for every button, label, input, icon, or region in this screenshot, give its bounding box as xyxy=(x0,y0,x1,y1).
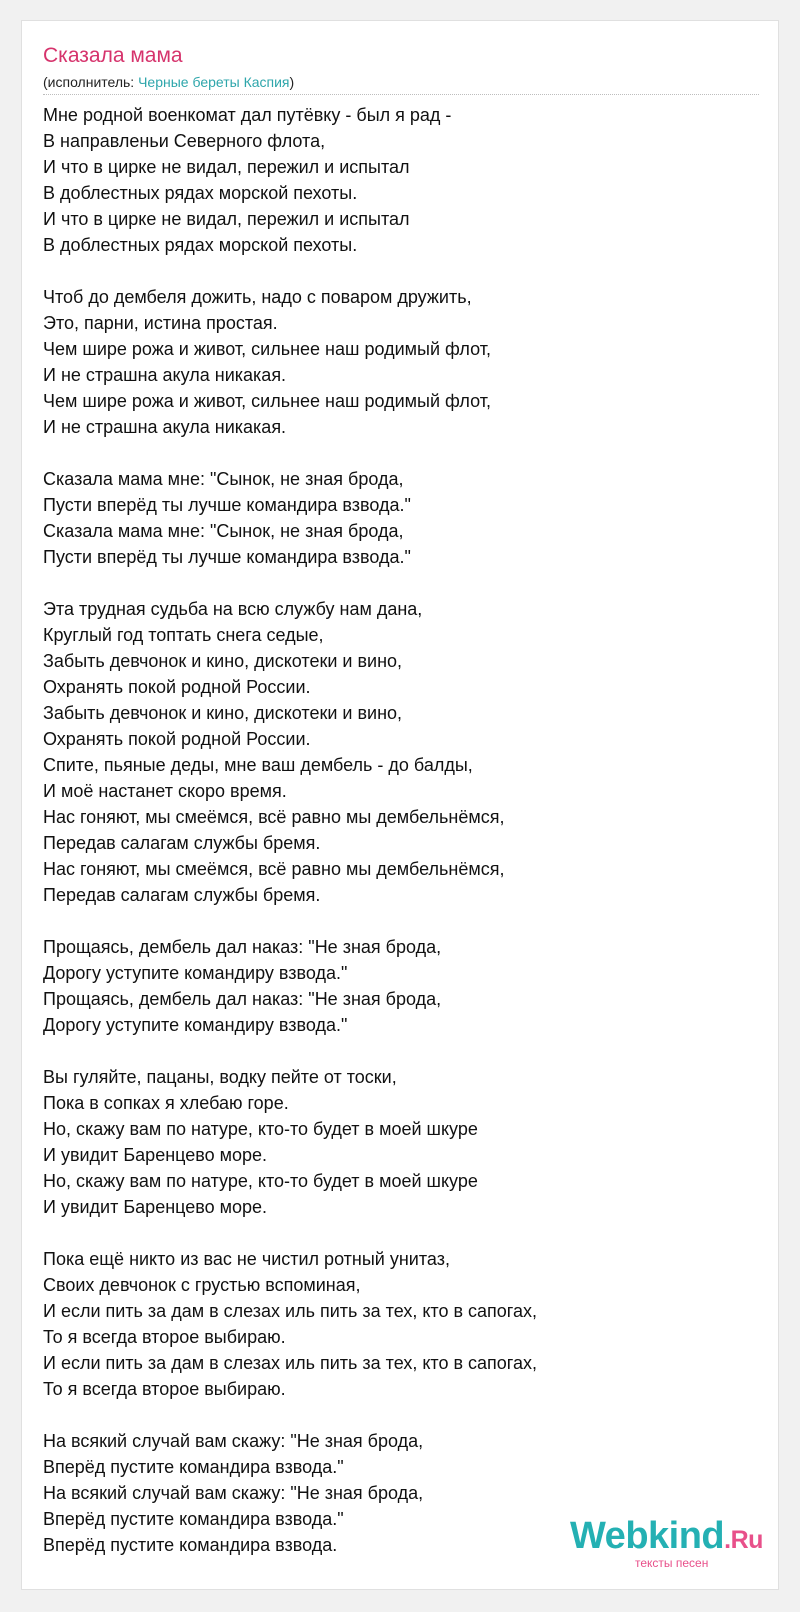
artist-suffix: ) xyxy=(289,74,295,90)
lyric-line: Прощаясь, дембель дал наказ: "Не зная брода, xyxy=(43,937,442,957)
lyric-line: Пусти вперёд ты лучше командира взвода." xyxy=(43,495,411,515)
lyric-line: И не страшна акула никакая. xyxy=(43,417,287,437)
lyric-line: Чем шире рожа и живот, сильнее наш родимый флот, xyxy=(43,339,491,359)
lyric-line: Забыть девчонок и кино, дискотеки и вино, xyxy=(43,651,403,671)
lyrics-stanza xyxy=(43,284,759,440)
lyric-line: Дорогу уступите командиру взвода." xyxy=(43,963,348,983)
lyric-line: И что в цирке не видал, пережил и испытал xyxy=(43,157,410,177)
lyrics-stanza xyxy=(43,466,759,570)
title-divider xyxy=(43,94,759,95)
lyric-line: Передав салагам службы бремя. xyxy=(43,885,321,905)
lyric-line: Забыть девчонок и кино, дискотеки и вино, xyxy=(43,703,403,723)
lyric-line: Пусти вперёд ты лучше командира взвода." xyxy=(43,547,411,567)
lyrics-stanza xyxy=(43,1246,759,1402)
lyric-line: Вперёд пустите командира взвода." xyxy=(43,1457,344,1477)
artist-link[interactable]: Черные береты Каспия xyxy=(138,74,290,90)
lyric-line: Нас гоняют, мы смеёмся, всё равно мы дембельнёмся, xyxy=(43,859,505,879)
lyric-line: И увидит Баренцево море. xyxy=(43,1197,268,1217)
lyric-line: Круглый год топтать снега седые, xyxy=(43,625,324,645)
artist-byline xyxy=(43,73,294,91)
lyric-line: Чем шире рожа и живот, сильнее наш родимый флот, xyxy=(43,391,491,411)
lyric-line: Сказала мама мне: "Сынок, не зная брода, xyxy=(43,521,404,541)
lyrics-stanza xyxy=(43,102,759,258)
lyric-line: Нас гоняют, мы смеёмся, всё равно мы дембельнёмся, xyxy=(43,807,505,827)
lyric-line: Вперёд пустите командира взвода." xyxy=(43,1509,344,1529)
lyric-line: В доблестных рядах морской пехоты. xyxy=(43,235,358,255)
lyric-line: Охранять покой родной России. xyxy=(43,729,311,749)
lyrics-stanza xyxy=(43,934,759,1038)
lyric-line: И увидит Баренцево море. xyxy=(43,1145,268,1165)
logo-wordmark xyxy=(570,1514,763,1562)
lyrics-stanza xyxy=(43,596,759,908)
song-title: Сказала мама xyxy=(43,44,183,67)
lyric-line: Охранять покой родной России. xyxy=(43,677,311,697)
lyric-line: Дорогу уступите командиру взвода." xyxy=(43,1015,348,1035)
lyric-line: Но, скажу вам по натуре, кто-то будет в моей шкуре xyxy=(43,1119,478,1139)
lyric-line: На всякий случай вам скажу: "Не зная брода, xyxy=(43,1483,424,1503)
lyric-line: Вы гуляйте, пацаны, водку пейте от тоски, xyxy=(43,1067,397,1087)
lyric-line: Но, скажу вам по натуре, кто-то будет в моей шкуре xyxy=(43,1171,478,1191)
lyric-line: Мне родной военкомат дал путёвку - был я рад - xyxy=(43,105,452,125)
lyric-line: Своих девчонок с грустью вспоминая, xyxy=(43,1275,361,1295)
webkind-logo[interactable] xyxy=(570,1514,763,1574)
lyric-line: Прощаясь, дембель дал наказ: "Не зная брода, xyxy=(43,989,442,1009)
lyric-line: И если пить за дам в слезах иль пить за тех, кто в сапогах, xyxy=(43,1301,537,1321)
logo-tagline: тексты песен xyxy=(635,1556,709,1570)
lyric-line: Это, парни, истина простая. xyxy=(43,313,278,333)
artist-prefix: (исполнитель: xyxy=(43,74,139,90)
lyric-line: В направленьи Северного флота, xyxy=(43,131,326,151)
lyric-line: Чтоб до дембеля дожить, надо с поваром дружить, xyxy=(43,287,472,307)
lyric-line: Сказала мама мне: "Сынок, не зная брода, xyxy=(43,469,404,489)
lyric-line: И не страшна акула никакая. xyxy=(43,365,287,385)
lyrics-card xyxy=(21,20,779,1590)
lyrics-stanza xyxy=(43,1064,759,1220)
lyric-line: В доблестных рядах морской пехоты. xyxy=(43,183,358,203)
lyric-line: Пока в сопках я хлебаю горе. xyxy=(43,1093,289,1113)
lyrics-body xyxy=(43,102,759,1558)
lyric-line: Вперёд пустите командира взвода. xyxy=(43,1535,338,1555)
logo-name: Webkind xyxy=(570,1515,725,1557)
logo-tld: .Ru xyxy=(724,1526,763,1554)
lyric-line: То я всегда второе выбираю. xyxy=(43,1379,286,1399)
lyric-line: Спите, пьяные деды, мне ваш дембель - до балды, xyxy=(43,755,473,775)
lyric-line: То я всегда второе выбираю. xyxy=(43,1327,286,1347)
lyric-line: И моё настанет скоро время. xyxy=(43,781,287,801)
lyric-line: Эта трудная судьба на всю службу нам дана, xyxy=(43,599,423,619)
lyric-line: Пока ещё никто из вас не чистил ротный унитаз, xyxy=(43,1249,450,1269)
lyric-line: На всякий случай вам скажу: "Не зная брода, xyxy=(43,1431,424,1451)
lyric-line: И что в цирке не видал, пережил и испытал xyxy=(43,209,410,229)
lyric-line: Передав салагам службы бремя. xyxy=(43,833,321,853)
lyric-line: И если пить за дам в слезах иль пить за тех, кто в сапогах, xyxy=(43,1353,537,1373)
